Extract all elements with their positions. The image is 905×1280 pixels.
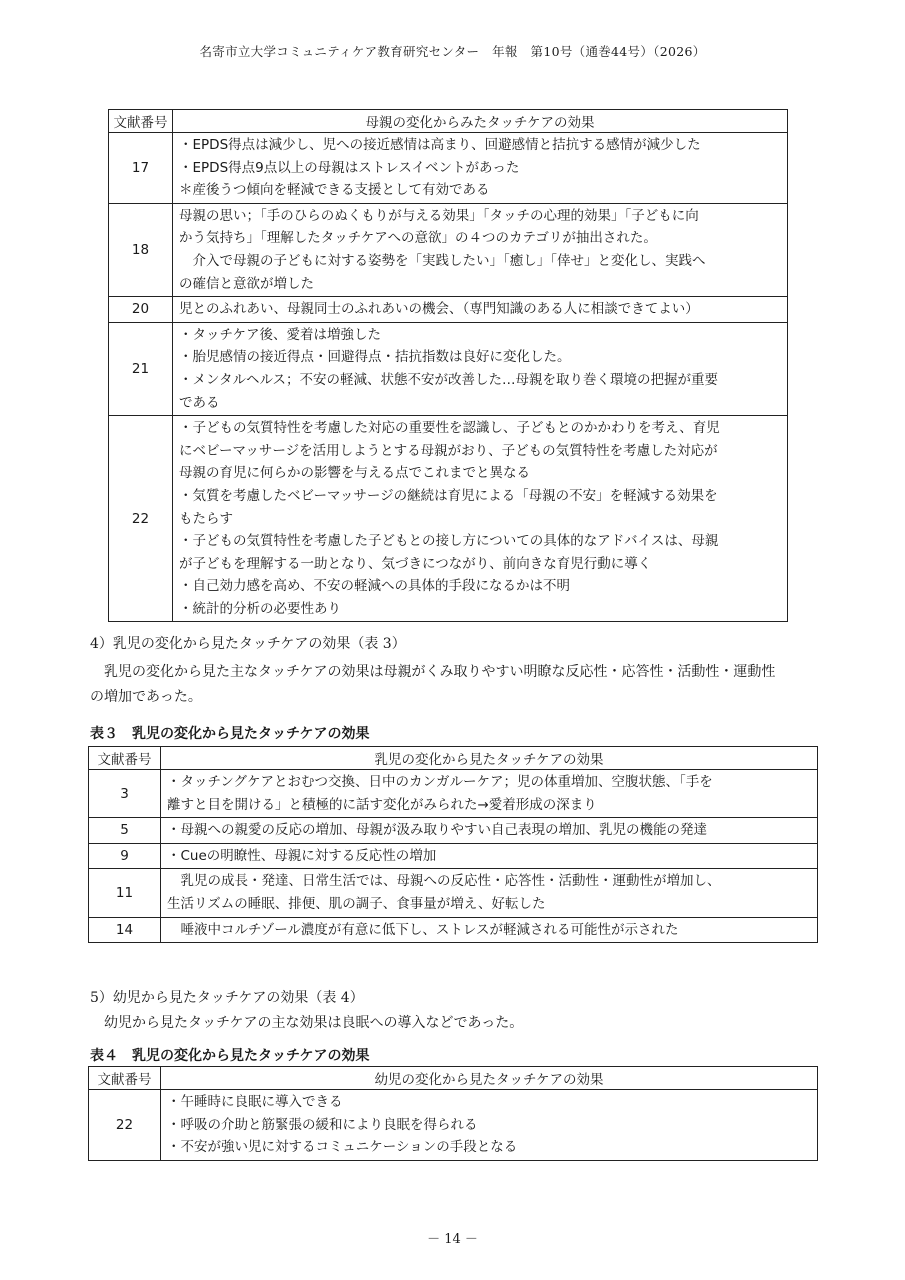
reference-number-cell: 11 bbox=[89, 869, 161, 917]
effect-cell bbox=[173, 322, 788, 415]
effect-line: ・不安が強い児に対するコミュニケーションの手段となる bbox=[167, 1139, 518, 1156]
effect-cell bbox=[161, 843, 818, 869]
effect-line: ・タッチケア後、愛着は増強した bbox=[179, 326, 381, 343]
effect-line: 乳児の成長・発達、日常生活では、母親への反応性・応答性・活動性・運動性が増加し、 bbox=[167, 873, 721, 890]
table-mother-effects bbox=[108, 109, 788, 622]
reference-number-cell: 17 bbox=[109, 133, 173, 204]
effect-line: ・気質を考慮したベビーマッサージの継続は育児による「母親の不安」を軽減する効果を bbox=[179, 487, 718, 504]
effect-line: ・子どもの気質特性を考慮した対応の重要性を認識し、子どもとのかかわりを考え、育児 bbox=[179, 420, 720, 437]
reference-number-cell: 3 bbox=[89, 770, 161, 818]
table-row bbox=[109, 133, 788, 204]
table-row bbox=[109, 203, 788, 296]
reference-number-cell: 22 bbox=[109, 416, 173, 622]
effect-line: 母親の育児に何らかの影響を与える点でこれまでと異なる bbox=[179, 465, 530, 482]
table-row bbox=[89, 869, 818, 917]
reference-number-cell: 14 bbox=[89, 917, 161, 943]
effect-line: ・呼吸の介助と筋緊張の緩和により良眠を得られる bbox=[167, 1116, 478, 1133]
effect-line: である bbox=[179, 394, 220, 411]
effect-line: 介入で母親の子どもに対する姿勢を「実践したい」「癒し」「倖せ」と変化し、実践へ bbox=[179, 252, 706, 269]
column-header-number: 文献番号 bbox=[89, 1067, 161, 1090]
effect-cell bbox=[161, 917, 818, 943]
table-row bbox=[89, 843, 818, 869]
section-5-body-line-1: 幼児から見たタッチケアの主な効果は良眠への導入などであった。 bbox=[90, 1015, 524, 1031]
table-4-toddler-effects bbox=[88, 1066, 818, 1161]
column-header-effect: 乳児の変化から見たタッチケアの効果 bbox=[161, 747, 818, 770]
effect-line: 児とのふれあい、母親同士のふれあいの機会、（専門知識のある人に相談できてよい） bbox=[179, 301, 699, 318]
effect-cell bbox=[173, 133, 788, 204]
effect-line: もたらす bbox=[179, 510, 233, 527]
table-row bbox=[89, 1090, 818, 1161]
section-5-heading: 5）幼児から見たタッチケアの効果（表 4） bbox=[90, 990, 364, 1006]
column-header-effect: 母親の変化からみたタッチケアの効果 bbox=[173, 110, 788, 133]
table-row bbox=[89, 770, 818, 818]
table-header-row bbox=[89, 1067, 818, 1090]
effect-line: ・EPDS得点9点以上の母親はストレスイベントがあった bbox=[179, 159, 520, 176]
effect-line: ・午睡時に良眠に導入できる bbox=[167, 1094, 343, 1110]
effect-line: の確信と意欲が増した bbox=[179, 275, 314, 292]
reference-number-cell: 22 bbox=[89, 1090, 161, 1161]
section-4-body-line-1: 乳児の変化から見た主なタッチケアの効果は母親がくみ取りやすい明瞭な反応性・応答性・活動性・運動性 bbox=[90, 664, 776, 680]
column-header-number: 文献番号 bbox=[109, 110, 173, 133]
effect-cell bbox=[173, 416, 788, 622]
table-row bbox=[109, 416, 788, 622]
effect-line: 離すと目を開ける」と積極的に話す変化がみられた→愛着形成の深まり bbox=[167, 796, 597, 813]
table-row bbox=[109, 322, 788, 415]
effect-line: かう気持ち」「理解したタッチケアへの意欲」の４つのカテゴリが抽出された。 bbox=[179, 230, 657, 247]
table-3-caption: 表３ 乳児の変化から見たタッチケアの効果 bbox=[90, 726, 370, 742]
effect-cell bbox=[161, 818, 818, 844]
table-row bbox=[89, 917, 818, 943]
table-row bbox=[109, 297, 788, 323]
effect-line: が子どもを理解する一助となり、気づきにつながり、前向きな育児行動に導く bbox=[179, 555, 652, 572]
effect-line: ・統計的分析の必要性あり bbox=[179, 600, 341, 617]
effect-line: ・Cueの明瞭性、母親に対する反応性の増加 bbox=[167, 847, 437, 864]
table-row bbox=[89, 818, 818, 844]
effect-line: にベビーマッサージを活用しようとする母親がおり、子どもの気質特性を考慮した対応が bbox=[179, 442, 718, 459]
table-3-infant-effects bbox=[88, 746, 818, 943]
table-header-row bbox=[109, 110, 788, 133]
effect-line: 唾液中コルチゾール濃度が有意に低下し、ストレスが軽減される可能性が示された bbox=[167, 921, 679, 938]
reference-number-cell: 20 bbox=[109, 297, 173, 323]
effect-line: ・子どもの気質特性を考慮した子どもとの接し方についての具体的なアドバイスは、母親 bbox=[179, 533, 719, 550]
journal-header: 名寄市立大学コミュニティケア教育研究センター 年報 第10号（通巻44号）（2026） bbox=[199, 44, 706, 59]
effect-line: ・EPDS得点は減少し、児への接近感情は高まり、回避感情と拮抗する感情が減少した bbox=[179, 137, 701, 153]
effect-line: 母親の思い；「手のひらのぬくもりが与える効果」「タッチの心理的効果」「子どもに向 bbox=[179, 207, 699, 224]
effect-line: ・タッチングケアとおむつ交換、日中のカンガルーケア；児の体重増加、空腹状態、「手を bbox=[167, 774, 713, 790]
effect-cell bbox=[173, 203, 788, 296]
section-4-heading: 4）乳児の変化から見たタッチケアの効果（表 3） bbox=[90, 636, 406, 652]
reference-number-cell: 18 bbox=[109, 203, 173, 296]
table-header-row bbox=[89, 747, 818, 770]
column-header-number: 文献番号 bbox=[89, 747, 161, 770]
effect-line: ・母親への親愛の反応の増加、母親が汲み取りやすい自己表現の増加、乳児の機能の発達 bbox=[167, 822, 707, 839]
effect-line: ・自己効力感を高め、不安の軽減への具体的手段になるかは不明 bbox=[179, 578, 570, 595]
reference-number-cell: 9 bbox=[89, 843, 161, 869]
effect-line: 生活リズムの睡眠、排便、肌の調子、食事量が増え、好転した bbox=[167, 895, 546, 912]
effect-cell bbox=[161, 1090, 818, 1161]
effect-line: ・胎児感情の接近得点・回避得点・拮抗指数は良好に変化した。 bbox=[179, 349, 571, 366]
effect-line: ・メンタルヘルス；不安の軽減、状態不安が改善した…母親を取り巻く環境の把握が重要 bbox=[179, 371, 719, 388]
section-4-body-line-2: の増加であった。 bbox=[90, 689, 202, 705]
column-header-effect: 幼児の変化から見たタッチケアの効果 bbox=[161, 1067, 818, 1090]
effect-cell bbox=[173, 297, 788, 323]
effect-line: ＊産後うつ傾向を軽減できる支援として有効である bbox=[179, 182, 490, 199]
page-number: － 14 － bbox=[427, 1232, 478, 1247]
reference-number-cell: 5 bbox=[89, 818, 161, 844]
effect-cell bbox=[161, 770, 818, 818]
effect-cell bbox=[161, 869, 818, 917]
reference-number-cell: 21 bbox=[109, 322, 173, 415]
table-4-caption: 表４ 乳児の変化から見たタッチケアの効果 bbox=[90, 1048, 370, 1064]
